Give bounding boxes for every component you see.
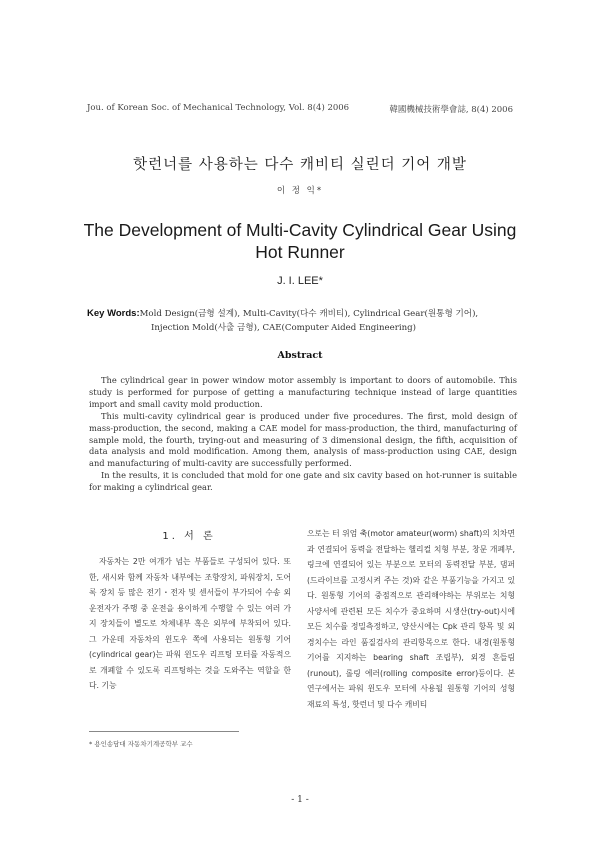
abstract-paragraph-2: This multi-cavity cylindrical gear is produced under five procedures. The first, mold design of mass-production, the second, making a CAE model for mass-production, the third, manufacturing of sample mold, the fourth, trying-out and measuring of 3 dimensional design, the fifth, acquisition of data analysis and mold modification. Among them, analysis of mass-production using CAE, design and manufacturing of multi-cavity are successfully performed. xyxy=(89,410,517,469)
body-column-right xyxy=(307,526,515,712)
keywords-label: Key Words: xyxy=(87,308,140,319)
section-heading-introduction: 1. 서 론 xyxy=(162,531,216,542)
keywords xyxy=(87,307,527,335)
korean-title: 핫런너를 사용하는 다수 캐비티 실린더 기어 개발 xyxy=(133,157,467,173)
intro-paragraph-right: 으로는 터 위엄 축(motor amateur(worm) shaft)의 치차면과 연결되어 동력을 전달하는 헬리컬 치형 부분, 창문 개폐부, 링크에 연결되어 있는 부분으로 모터의 동력전달 부분, 댐퍼(드라이브를 고정시켜 주는 것)와 같은 부품기능을 가지고 있다. 원통형 기어의 중점적으로 관리해야하는 부위로는 치형 사양서에 관련된 모든 치수가 중요하며 시생산(try-out)시에 모든 치수를 정밀측정하고, 양산시에는 Cpk 관리 항목 및 외경치수는 라인 품질검사의 관리항목으로 한다. 내경(원통형 기어를 지지하는 bearing shaft 조립부), 외경 흔들림(runout), 롤링 에러(rolling composite error)등이다. 본 연구에서는 파워 윈도우 모터에 사용될 원통형 기어의 성형 재료의 특성, 핫런너 및 다수 캐비티 xyxy=(307,529,515,709)
english-title xyxy=(0,219,600,263)
journal-header-left: Jou. of Korean Soc. of Mechanical Technology, Vol. 8(4) 2006 xyxy=(87,103,350,113)
abstract-paragraph-3: In the results, it is concluded that mold for one gate and six cavity based on hot-runner is suitable for making a cylindrical gear. xyxy=(89,470,517,493)
page-number: - 1 - xyxy=(291,795,309,805)
abstract-body xyxy=(89,375,517,494)
body-column-left xyxy=(89,554,291,694)
intro-paragraph-left: 자동차는 2만 여개가 넘는 부품들로 구성되어 있다. 또한, 새시와 함께 자동차 내부에는 조향장치, 파워장치, 도어 록 장치 등 많은 전기・전자 및 센서들이 부가되어 수송 외 운전자가 주행 중 운전을 용이하게 수행할 수 있는 여러 가지 장치들이 별도로 차체내부 혹은 외부에 부착되어 있다. 그 가운데 자동차의 윈도우 쪽에 사용되는 원통형 기어(cylindrical gear)는 파워 윈도우 리프팅 모터를 자동적으로 개폐할 수 있도록 리프팅하는 것을 도와주는 역할을 한다. 기능 xyxy=(89,557,291,690)
journal-header-right: 韓國機械技術學會誌, 8(4) 2006 xyxy=(389,105,513,115)
english-title-line2: Hot Runner xyxy=(255,242,345,262)
english-author: J. I. LEE* xyxy=(277,275,323,287)
keywords-line2: Injection Mold(사출 금형), CAE(Computer Aided Engineering) xyxy=(151,323,416,333)
english-title-line1: The Development of Multi-Cavity Cylindrical Gear Using xyxy=(83,220,517,240)
keywords-line1 xyxy=(87,307,527,321)
keywords-text1: Mold Design(금형 설계), Multi-Cavity(다수 캐비티), Cylindrical Gear(원통형 기어), xyxy=(139,309,479,319)
abstract-paragraph-1: The cylindrical gear in power window motor assembly is important to doors of automobile. This study is performed for purpose of getting a manufacturing technique instead of large quantities import and small cavity mold production. xyxy=(89,375,517,409)
abstract-heading: Abstract xyxy=(277,350,323,361)
korean-author: 이 정 익* xyxy=(276,186,324,196)
author-footnote: * 용인송담대 자동차기계공학부 교수 xyxy=(89,740,193,748)
footnote-divider xyxy=(89,731,239,732)
